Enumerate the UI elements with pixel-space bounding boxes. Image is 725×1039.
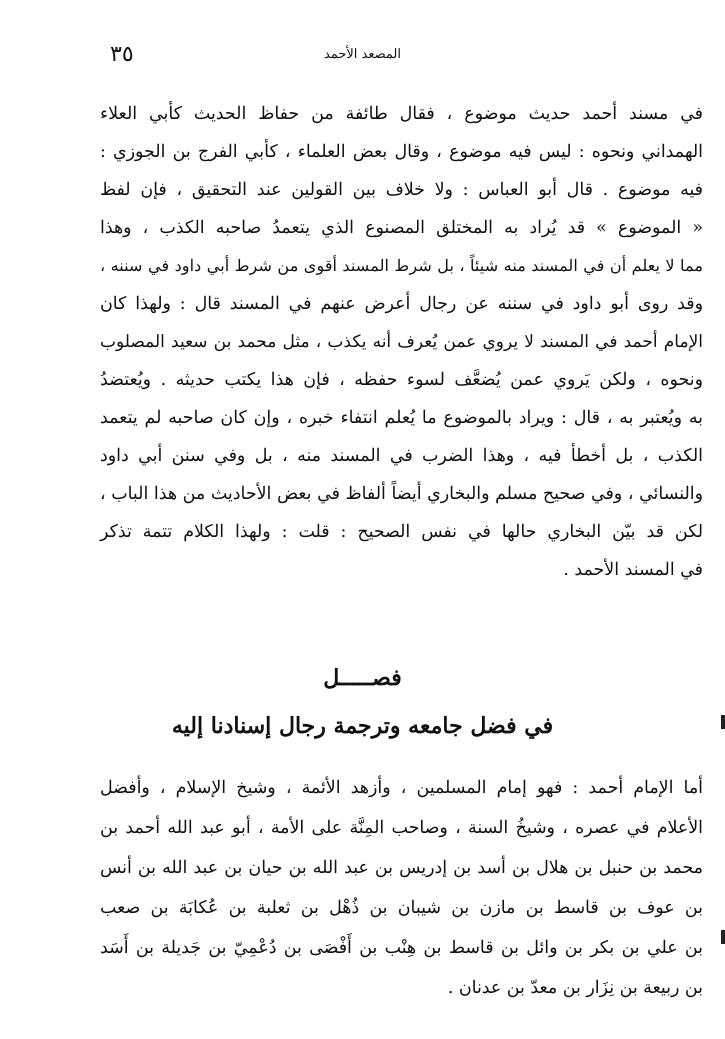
text-line: ونحوه ، ولكن يَروي عمن يُضعَّف لسوء حفظه ، فإن هذا يكتب حديثه . ويُعتضدُ bbox=[100, 370, 703, 390]
page-header bbox=[100, 40, 625, 70]
text-line: والنسائي ، وفي صحيح مسلم والبخاري أيضاً ألفاظ في بعض الأحاديث من هذا الباب ، bbox=[100, 484, 703, 504]
text-line: بن علي بن بكر بن وائل بن قاسط بن هِنْب بن أَفْصَى بن دُعْمِيّ بن جَديلة بن أَسَد bbox=[100, 938, 703, 958]
section-subheading: في فضل جامعه وترجمة رجال إسنادنا إليه bbox=[171, 713, 554, 739]
text-line: الأعلام في عصره ، وشيخُ السنة ، وصاحب المِنَّة على الأمة ، أبو عبد الله أحمد بن bbox=[100, 818, 703, 838]
text-line: في المسند الأحمد . bbox=[563, 560, 703, 580]
text-line: أما الإمام أحمد : فهو إمام المسلمين ، وأزهد الأئمة ، وشيخ الإسلام ، وأفضل bbox=[100, 778, 703, 798]
page-number: ٣٥ bbox=[110, 42, 134, 67]
text-line: « الموضوع » قد يُراد به المختلق المصنوع الذي يتعمدُ صاحبه الكذب ، وهذا bbox=[100, 218, 703, 238]
scan-edge-mark bbox=[721, 715, 725, 729]
text-line: محمد بن حنبل بن هلال بن أسد بن إدريس بن عبد الله بن حيان بن عبد الله بن أنس bbox=[100, 858, 703, 878]
text-line: بن ربيعة بن نِزَار بن معدّ بن عدنان . bbox=[447, 978, 703, 998]
section-heading: فصـــــل bbox=[323, 665, 402, 691]
text-line: به ويُعتبر به ، قال : ويراد بالموضوع ما يُعلم انتفاء خبره ، وإن كان صاحبه لم يتعمد bbox=[100, 408, 703, 428]
text-line: الكذب ، بل أخطأ فيه ، وهذا الضرب في المسند منه ، بل وفي سنن أبي داود bbox=[100, 446, 703, 466]
text-line: فيه موضوع . قال أبو العباس : ولا خلاف بين القولين عند التحقيق ، فإن لفظ bbox=[100, 180, 703, 200]
text-line: مما لا يعلم أن في المسند منه شيئاً ، بل شرط المسند أقوى من شرط أبي داود في سننه ، bbox=[100, 256, 703, 275]
text-line: وقد روى أبو داود في سننه عن رجال أعرض عنهم في المسند قال : ولهذا كان bbox=[100, 294, 703, 314]
text-line: الإمام أحمد في المسند لا يروي عمن يُعرف أنه يكذب ، مثل محمد بن سعيد المصلوب bbox=[100, 332, 703, 352]
text-line: في مسند أحمد حديث موضوع ، فقال طائفة من حفاظ الحديث كأبي العلاء bbox=[100, 104, 703, 124]
paragraph-hadith-authenticity bbox=[100, 95, 703, 589]
scan-edge-mark bbox=[721, 930, 725, 944]
text-line: الهمداني ونحوه : ليس فيه موضوع ، وقال بعض العلماء ، كأبي الفرج بن الجوزي : bbox=[100, 142, 703, 162]
paragraph-imam-ahmad-lineage bbox=[100, 768, 703, 1008]
text-line: بن عوف بن قاسط بن مازن بن شيبان بن ذُهْل بن ثعلبة بن عُكابَة بن صعب bbox=[100, 898, 703, 918]
running-head: المصعد الأحمد bbox=[324, 47, 401, 62]
text-line: لكن قد بيّن البخاري حالها في نفس الصحيح : قلت : ولهذا الكلام تتمة تذكر bbox=[100, 522, 703, 542]
